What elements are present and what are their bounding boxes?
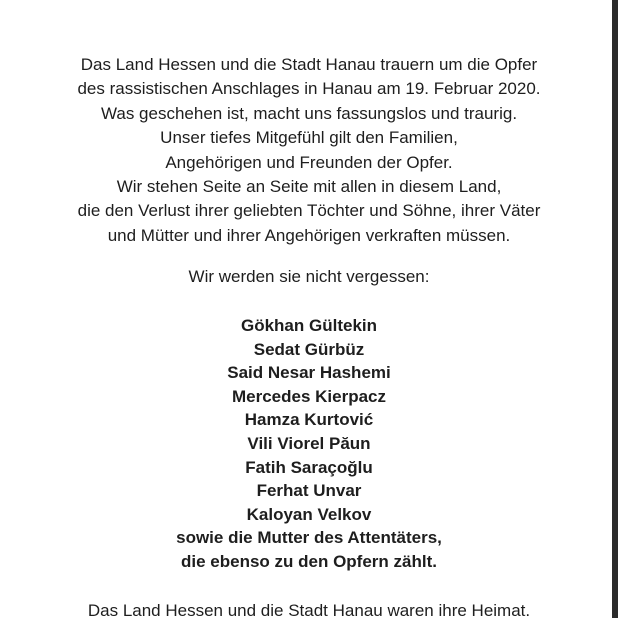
mother-line: die ebenso zu den Opfern zählt. bbox=[181, 551, 437, 571]
victim-name: Gökhan Gültekin bbox=[240, 316, 378, 335]
mother-line: sowie die Mutter des Attentäters, bbox=[176, 528, 442, 548]
intro-line: Was geschehen ist, macht uns fassungslos und traurig. bbox=[100, 103, 518, 123]
remember-heading: Wir werden sie nicht vergessen: bbox=[188, 267, 430, 286]
intro-line: die den Verlust ihrer geliebten Töchter und Söhne, ihrer Väter bbox=[77, 201, 541, 221]
intro-line: Das Land Hessen und die Stadt Hanau trauern um die Opfer bbox=[80, 55, 538, 74]
closing-line: Das Land Hessen und die Stadt Hanau waren ihre Heimat. bbox=[87, 601, 531, 618]
intro-paragraph bbox=[0, 53, 618, 248]
victim-name: Fatih Saraçoğlu bbox=[245, 457, 373, 477]
victim-name: Sedat Gürbüz bbox=[253, 339, 365, 359]
victims-list bbox=[0, 314, 618, 574]
intro-line: und Mütter und ihrer Angehörigen verkraften müssen. bbox=[107, 225, 511, 245]
victim-name: Ferhat Unvar bbox=[256, 481, 362, 501]
right-border bbox=[612, 0, 618, 618]
victim-name: Kaloyan Velkov bbox=[246, 504, 372, 524]
intro-line: Angehörigen und Freunden der Opfer. bbox=[165, 152, 453, 172]
victim-name: Mercedes Kierpacz bbox=[231, 386, 387, 406]
victim-name: Hamza Kurtović bbox=[244, 410, 374, 430]
victim-name: Said Nesar Hashemi bbox=[227, 363, 391, 383]
intro-line: Wir stehen Seite an Seite mit allen in diesem Land, bbox=[116, 177, 502, 197]
victim-name: Vili Viorel Păun bbox=[247, 433, 371, 453]
intro-line: Unser tiefes Mitgefühl gilt den Familien, bbox=[160, 128, 458, 148]
intro-line: des rassistischen Anschlages in Hanau am 19. Februar 2020. bbox=[77, 79, 541, 99]
